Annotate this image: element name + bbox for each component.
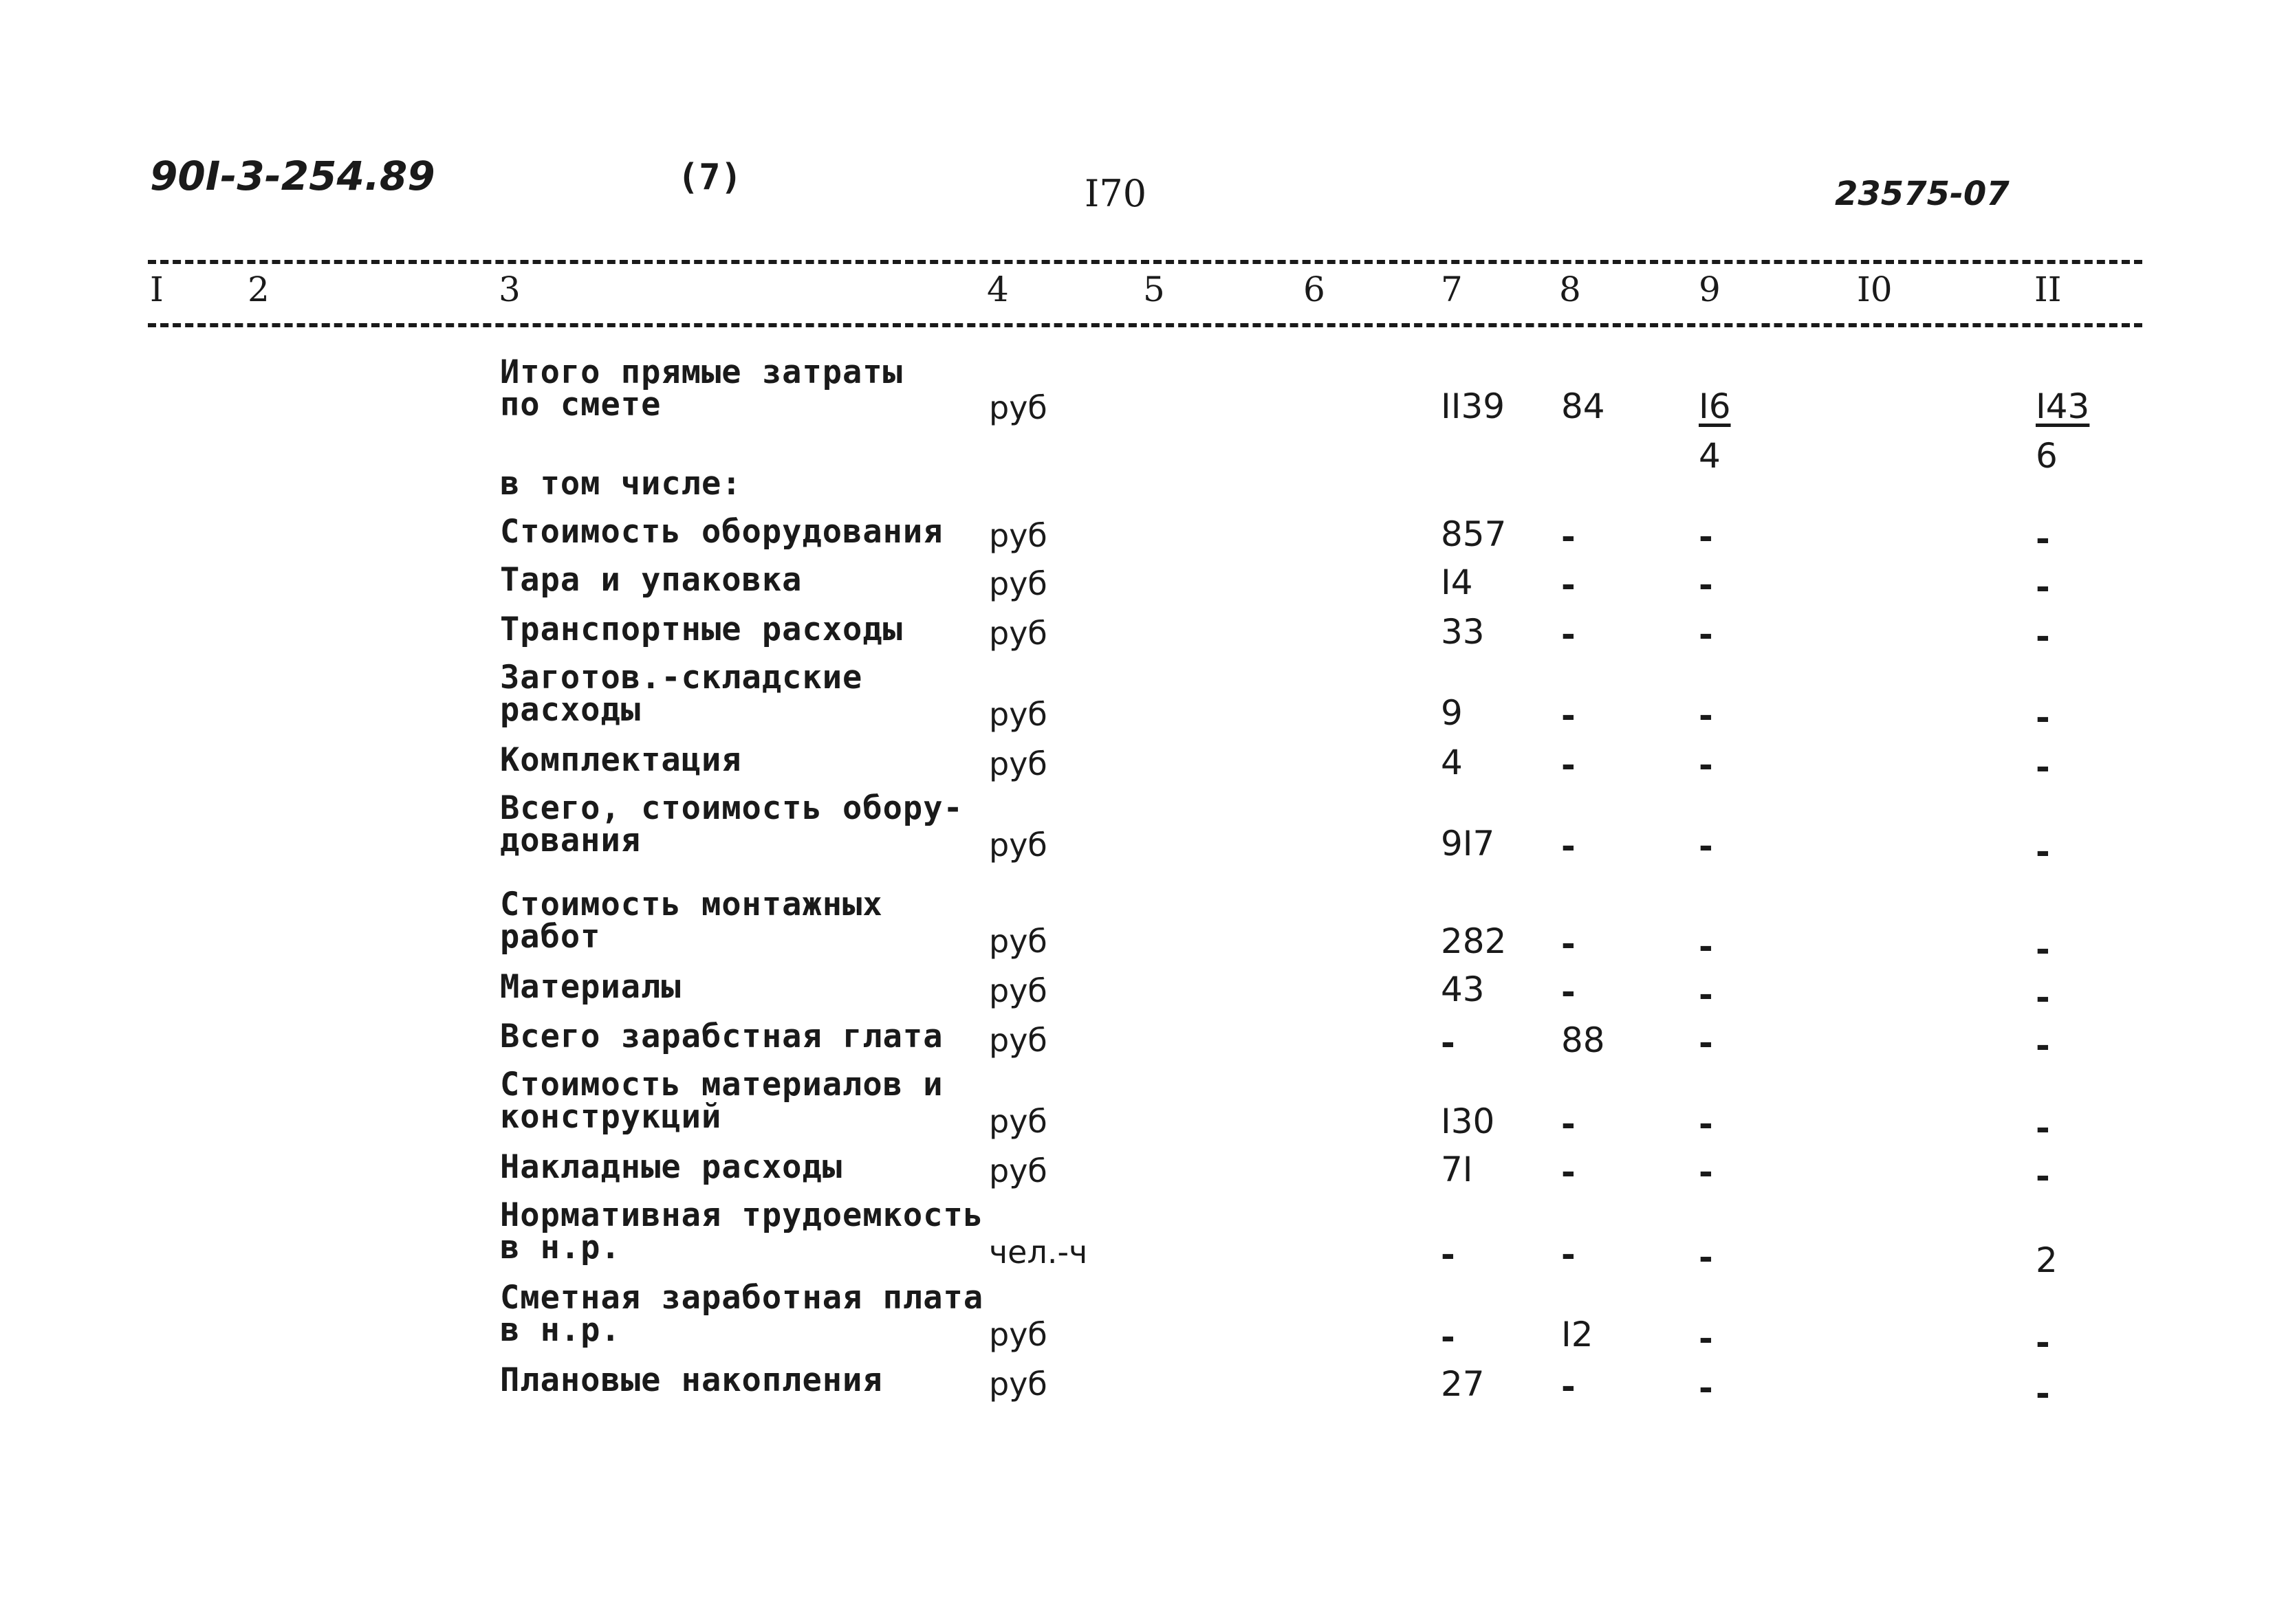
value-col7: I4 bbox=[1441, 562, 1473, 602]
value-col8: - bbox=[1561, 924, 1576, 964]
column-number: 4 bbox=[987, 270, 1009, 309]
value-col8: - bbox=[1561, 972, 1576, 1012]
bottom-divider bbox=[148, 323, 2142, 327]
value-col11: - bbox=[2036, 1026, 2050, 1066]
value-col7: I30 bbox=[1441, 1101, 1495, 1141]
column-number: 5 bbox=[1143, 270, 1165, 309]
unit-cell: руб bbox=[989, 389, 1047, 426]
value-col8: 88 bbox=[1561, 1020, 1605, 1060]
unit-cell: руб bbox=[989, 1365, 1047, 1403]
row-label: Накладные расходы bbox=[500, 1148, 843, 1186]
value-col11: - bbox=[2036, 567, 2050, 607]
value-col8: - bbox=[1561, 1152, 1576, 1192]
value-col8: - bbox=[1561, 745, 1576, 785]
unit-cell: руб bbox=[989, 696, 1047, 733]
value-col8: - bbox=[1561, 565, 1576, 605]
column-number: I0 bbox=[1857, 270, 1893, 309]
unit-cell: руб bbox=[989, 565, 1047, 602]
unit-cell: руб bbox=[989, 745, 1047, 782]
unit-cell: руб bbox=[989, 517, 1047, 554]
unit-cell: руб bbox=[989, 923, 1047, 960]
column-number: I bbox=[150, 270, 164, 309]
value-col7: 9I7 bbox=[1441, 824, 1495, 864]
value-col11: I43 bbox=[2036, 386, 2090, 426]
row-label: в том числе: bbox=[500, 465, 742, 503]
unit-cell: руб bbox=[989, 1103, 1047, 1140]
value-col9: - bbox=[1699, 1023, 1713, 1063]
value-col11: - bbox=[2036, 978, 2050, 1018]
page-number: I70 bbox=[1085, 172, 1147, 215]
value-col11: - bbox=[2036, 698, 2050, 738]
value-col7: 27 bbox=[1441, 1364, 1485, 1404]
value-col9: - bbox=[1699, 1152, 1713, 1192]
value-col7: 9 bbox=[1441, 693, 1463, 733]
inventory-number: 23575-07 bbox=[1835, 175, 2010, 213]
value-col7: 857 bbox=[1441, 514, 1507, 554]
value-col9: - bbox=[1699, 975, 1713, 1015]
value-col7: 33 bbox=[1441, 612, 1485, 652]
value-col8: - bbox=[1561, 696, 1576, 736]
value-col9: - bbox=[1699, 745, 1713, 785]
value-col8: - bbox=[1561, 826, 1576, 866]
value-col11: - bbox=[2036, 1374, 2050, 1414]
sheet-number: (7) bbox=[677, 157, 742, 198]
value-col11-sub: 6 bbox=[2036, 436, 2058, 476]
column-number: 2 bbox=[248, 270, 270, 309]
value-col7: - bbox=[1441, 1235, 1455, 1275]
row-label: Заготов.-складские расходы bbox=[500, 659, 863, 729]
value-col9: - bbox=[1699, 1368, 1713, 1408]
value-col11: - bbox=[2036, 747, 2050, 787]
column-number: 7 bbox=[1441, 270, 1463, 309]
unit-cell: руб bbox=[989, 615, 1047, 652]
value-col11: - bbox=[2036, 617, 2050, 657]
value-col9: - bbox=[1699, 927, 1713, 967]
value-col9: - bbox=[1699, 696, 1713, 736]
value-col8: - bbox=[1561, 517, 1576, 557]
row-label: Комплектация bbox=[500, 741, 742, 779]
top-divider bbox=[148, 260, 2142, 264]
value-col7: 282 bbox=[1441, 921, 1507, 961]
value-col9-sub: 4 bbox=[1699, 436, 1721, 476]
document-code: 90I-3-254.89 bbox=[150, 153, 435, 199]
row-label: Стоимость материалов и конструкций bbox=[500, 1066, 944, 1136]
value-col7: 4 bbox=[1441, 743, 1463, 782]
value-col11: - bbox=[2036, 519, 2050, 559]
column-number: II bbox=[2034, 270, 2062, 309]
value-col7: 43 bbox=[1441, 969, 1485, 1009]
row-label: Всего, стоимость обору- дования bbox=[500, 789, 964, 859]
value-col8: I2 bbox=[1561, 1315, 1593, 1354]
unit-cell: руб bbox=[989, 1316, 1047, 1353]
value-col9: I6 bbox=[1699, 386, 1731, 426]
value-col11: - bbox=[2036, 832, 2050, 872]
row-label: Тара и упаковка bbox=[500, 561, 803, 599]
row-label: Транспортные расходы bbox=[500, 611, 903, 648]
column-number: 6 bbox=[1303, 270, 1325, 309]
row-label: Нормативная трудоемкость в н.р. bbox=[500, 1196, 984, 1266]
value-col11: - bbox=[2036, 1108, 2050, 1148]
value-col8: - bbox=[1561, 1367, 1576, 1407]
value-col8: - bbox=[1561, 615, 1576, 655]
row-label: Стоимость оборудования bbox=[500, 513, 944, 551]
value-col7: 7I bbox=[1441, 1150, 1473, 1189]
column-number: 9 bbox=[1699, 270, 1721, 309]
value-col11: - bbox=[2036, 1156, 2050, 1196]
value-col11: - bbox=[2036, 930, 2050, 969]
value-col8: - bbox=[1561, 1235, 1576, 1275]
value-col9: - bbox=[1699, 517, 1713, 557]
row-label: Стоимость монтажных работ bbox=[500, 886, 883, 956]
value-col9: - bbox=[1699, 565, 1713, 605]
value-col8: 84 bbox=[1561, 386, 1605, 426]
row-label: Итого прямые затраты по смете bbox=[500, 353, 903, 424]
row-label: Плановые накопления bbox=[500, 1361, 883, 1399]
row-label: Сметная заработная плата в н.р. bbox=[500, 1279, 984, 1349]
unit-cell: руб bbox=[989, 1152, 1047, 1189]
unit-cell: руб bbox=[989, 826, 1047, 864]
value-col7: II39 bbox=[1441, 386, 1505, 426]
value-col7: - bbox=[1441, 1023, 1455, 1063]
value-col8: - bbox=[1561, 1104, 1576, 1144]
unit-cell: руб bbox=[989, 972, 1047, 1009]
row-label: Материалы bbox=[500, 968, 682, 1006]
value-col7: - bbox=[1441, 1317, 1455, 1357]
column-number: 8 bbox=[1559, 270, 1581, 309]
value-col11: 2 bbox=[2036, 1240, 2058, 1280]
unit-cell: руб bbox=[989, 1022, 1047, 1059]
row-label: Всего зарабстная глата bbox=[500, 1018, 944, 1055]
unit-cell: чел.-ч bbox=[989, 1233, 1088, 1271]
value-col9: - bbox=[1699, 1319, 1713, 1359]
value-col9: - bbox=[1699, 615, 1713, 655]
value-col9: - bbox=[1699, 826, 1713, 866]
value-col9: - bbox=[1699, 1238, 1713, 1277]
column-number: 3 bbox=[499, 270, 521, 309]
value-col11: - bbox=[2036, 1323, 2050, 1363]
value-col9: - bbox=[1699, 1104, 1713, 1144]
